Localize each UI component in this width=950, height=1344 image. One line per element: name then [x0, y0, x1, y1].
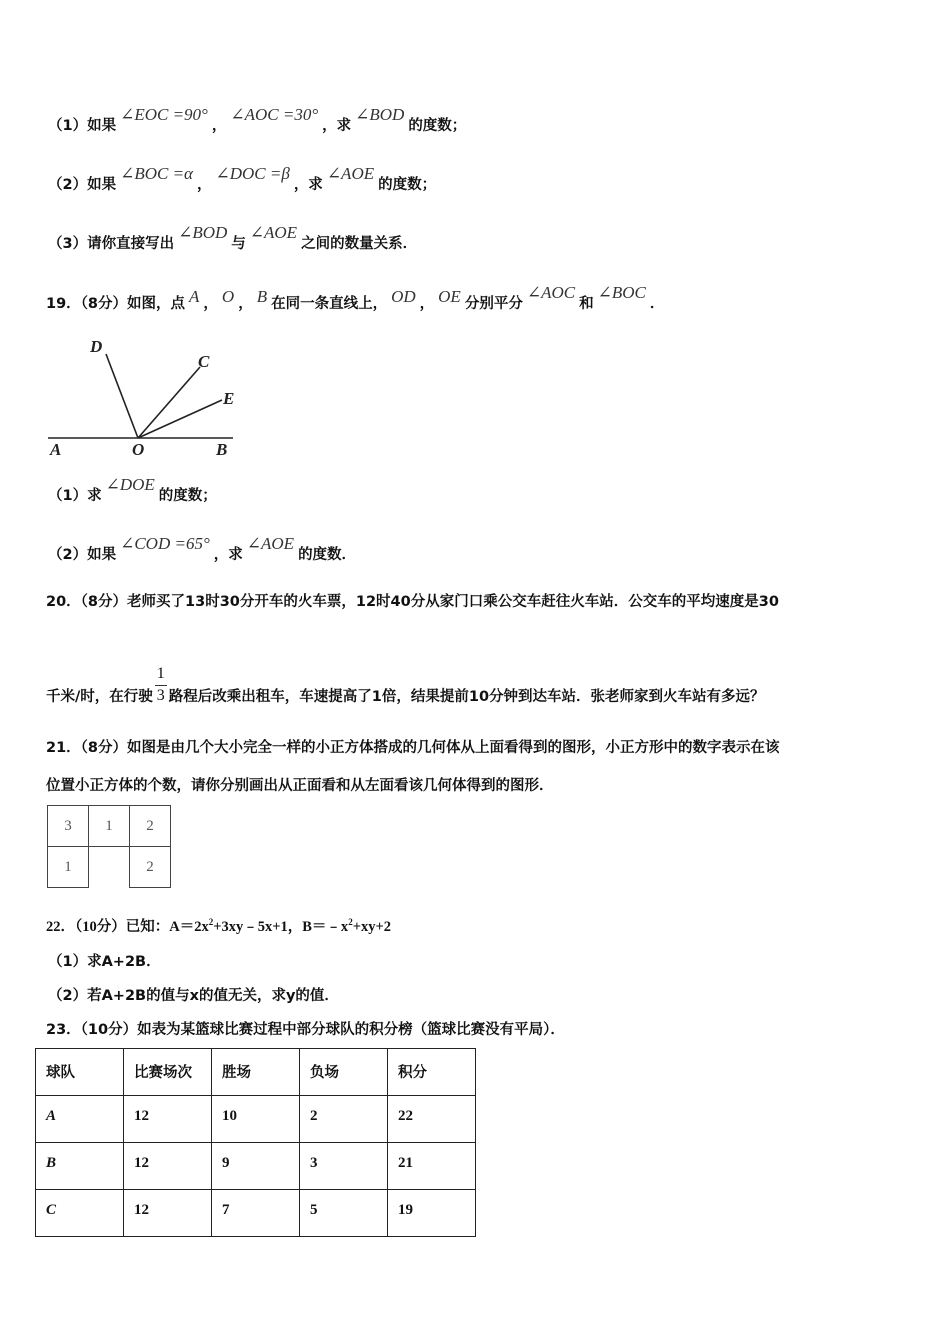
top-view-grid	[47, 805, 171, 888]
sep: ，	[211, 118, 227, 134]
q18-p1-mid: ，求	[322, 118, 352, 134]
cell-team: C	[36, 1190, 124, 1237]
q19-text-a: （8分）如图，点	[80, 296, 186, 312]
q22-text-b: +3xy﹣5x+1，B＝﹣x	[213, 919, 349, 935]
q19-p2-prefix: （2）如果	[48, 547, 117, 563]
ray-oe-line	[138, 400, 222, 438]
cell-points: 21	[388, 1143, 476, 1190]
q22-text-a: 22．（10分）已知：A＝2x	[46, 919, 209, 935]
cell-losses: 2	[300, 1096, 388, 1143]
math-eoc: ∠EOC =90°	[120, 105, 208, 124]
ray-oe: OE	[438, 287, 461, 306]
col-wins: 胜场	[212, 1049, 300, 1096]
q19-p1-prefix: （1）求	[48, 488, 102, 504]
grid-row	[48, 806, 171, 847]
ray-od: OD	[391, 287, 416, 306]
table-row	[36, 1190, 476, 1237]
math-cod: ∠COD =65°	[120, 534, 210, 553]
q19-p2-suffix: 的度数．	[298, 547, 357, 563]
ray-od-line	[106, 354, 138, 438]
q19-stem	[46, 283, 665, 313]
frac-denominator: 3	[156, 687, 165, 704]
math-aoe: ∠AOE	[326, 164, 375, 183]
table-header-row	[36, 1049, 476, 1096]
point-b: B	[256, 287, 268, 306]
grid-cell-empty	[89, 847, 130, 888]
sep: ，	[203, 296, 218, 312]
grid-cell: 1	[89, 806, 130, 847]
fraction-one-third	[155, 665, 167, 705]
cell-losses: 3	[300, 1143, 388, 1190]
label-d: D	[90, 337, 103, 356]
point-a: A	[189, 287, 200, 306]
q18-p3-prefix: （3）请你直接写出	[48, 236, 175, 252]
cell-games: 12	[124, 1143, 212, 1190]
q19-text-b: 在同一条直线上，	[271, 296, 388, 312]
angle-figure	[40, 332, 250, 462]
col-losses: 负场	[300, 1049, 388, 1096]
q20-line1: 20．（8分）老师买了13时30分开车的火车票，12时40分从家门口乘公交车赶往火车站．公交车的平均速度是30	[46, 594, 779, 610]
q18-p3-mid: 与	[231, 236, 246, 252]
q19-part1	[48, 475, 217, 505]
q18-p2-suffix: 的度数；	[378, 177, 437, 193]
label-e: E	[223, 389, 235, 408]
sep: ，	[238, 296, 253, 312]
grid-cell: 3	[48, 806, 89, 847]
q19-p1-suffix: 的度数；	[158, 488, 217, 504]
table-row	[36, 1143, 476, 1190]
standings-table	[35, 1048, 476, 1237]
cell-losses: 5	[300, 1190, 388, 1237]
col-games: 比赛场次	[124, 1049, 212, 1096]
q18-p1-prefix: （1）如果	[48, 118, 117, 134]
math-doe: ∠DOE	[105, 475, 155, 494]
q18-part2	[48, 164, 437, 194]
frac-numerator: 1	[156, 665, 165, 682]
q18-p2-mid: ，求	[293, 177, 323, 193]
q23-line1: 23．（10分）如表为某篮球比赛过程中部分球队的积分榜（篮球比赛没有平局）．	[46, 1022, 565, 1038]
col-team: 球队	[36, 1049, 124, 1096]
math-aoc: ∠AOC	[526, 283, 576, 302]
sep: ，	[419, 296, 435, 312]
ray-oc-line	[138, 367, 200, 438]
q21-line1: 21．（8分）如图是由几个大小完全一样的小正方体搭成的几何体从上面看得到的图形，小正方形中的数字表示在该	[46, 740, 780, 756]
table-row	[36, 1096, 476, 1143]
math-bod: ∠BOD	[178, 223, 228, 242]
q18-part3	[48, 223, 418, 253]
cell-wins: 10	[212, 1096, 300, 1143]
math-doc: ∠DOC =β	[215, 164, 290, 183]
q19-text-c: 分别平分	[464, 296, 523, 312]
q22-part2: （2）若A+2B的值与x的值无关，求y的值．	[48, 988, 339, 1004]
grid-cell: 2	[130, 847, 171, 888]
q20-text-b: 路程后改乘出租车，车速提高了1倍，结果提前10分钟到达车站．张老师家到火车站有多远？	[168, 689, 765, 705]
q19-part2	[48, 534, 357, 564]
exponent: 2	[208, 917, 214, 928]
q21-line2: 位置小正方体的个数，请你分别画出从正面看和从左面看该几何体得到的图形．	[46, 778, 554, 794]
cell-points: 22	[388, 1096, 476, 1143]
cell-wins: 7	[212, 1190, 300, 1237]
cell-wins: 9	[212, 1143, 300, 1190]
q18-p3-suffix: 之间的数量关系．	[301, 236, 418, 252]
math-boc: ∠BOC	[597, 283, 646, 302]
math-aoc: ∠AOC =30°	[230, 105, 319, 124]
q19-p2-mid: ，求	[213, 547, 243, 563]
cell-team: A	[36, 1096, 124, 1143]
col-points: 积分	[388, 1049, 476, 1096]
q18-p1-suffix: 的度数；	[408, 118, 467, 134]
sep: ，	[196, 177, 212, 193]
math-boc: ∠BOC =α	[120, 164, 193, 183]
q22-line1	[46, 915, 391, 936]
q22-text-c: +xy+2	[352, 919, 391, 935]
q19-text-e: ．	[649, 296, 665, 312]
grid-row	[48, 847, 171, 888]
label-o: O	[132, 440, 145, 459]
q20-text-a: 千米/时，在行驶	[46, 689, 153, 705]
exponent: 2	[348, 917, 353, 928]
q18-part1	[48, 105, 467, 135]
cell-games: 12	[124, 1190, 212, 1237]
label-a: A	[50, 440, 62, 459]
label-b: B	[216, 440, 228, 459]
q20-line2	[46, 665, 765, 717]
label-c: C	[198, 352, 210, 371]
cell-team: B	[36, 1143, 124, 1190]
point-o: O	[221, 287, 235, 306]
q19-text-d: 和	[579, 296, 594, 312]
math-bod: ∠BOD	[355, 105, 405, 124]
q22-part1: （1）求A+2B．	[48, 954, 161, 970]
math-aoe: ∠AOE	[246, 534, 295, 553]
grid-cell: 2	[130, 806, 171, 847]
cell-games: 12	[124, 1096, 212, 1143]
grid-cell: 1	[48, 847, 89, 888]
q18-p2-prefix: （2）如果	[48, 177, 117, 193]
cell-points: 19	[388, 1190, 476, 1237]
question-number: 19．	[46, 296, 81, 312]
math-aoe: ∠AOE	[249, 223, 298, 242]
